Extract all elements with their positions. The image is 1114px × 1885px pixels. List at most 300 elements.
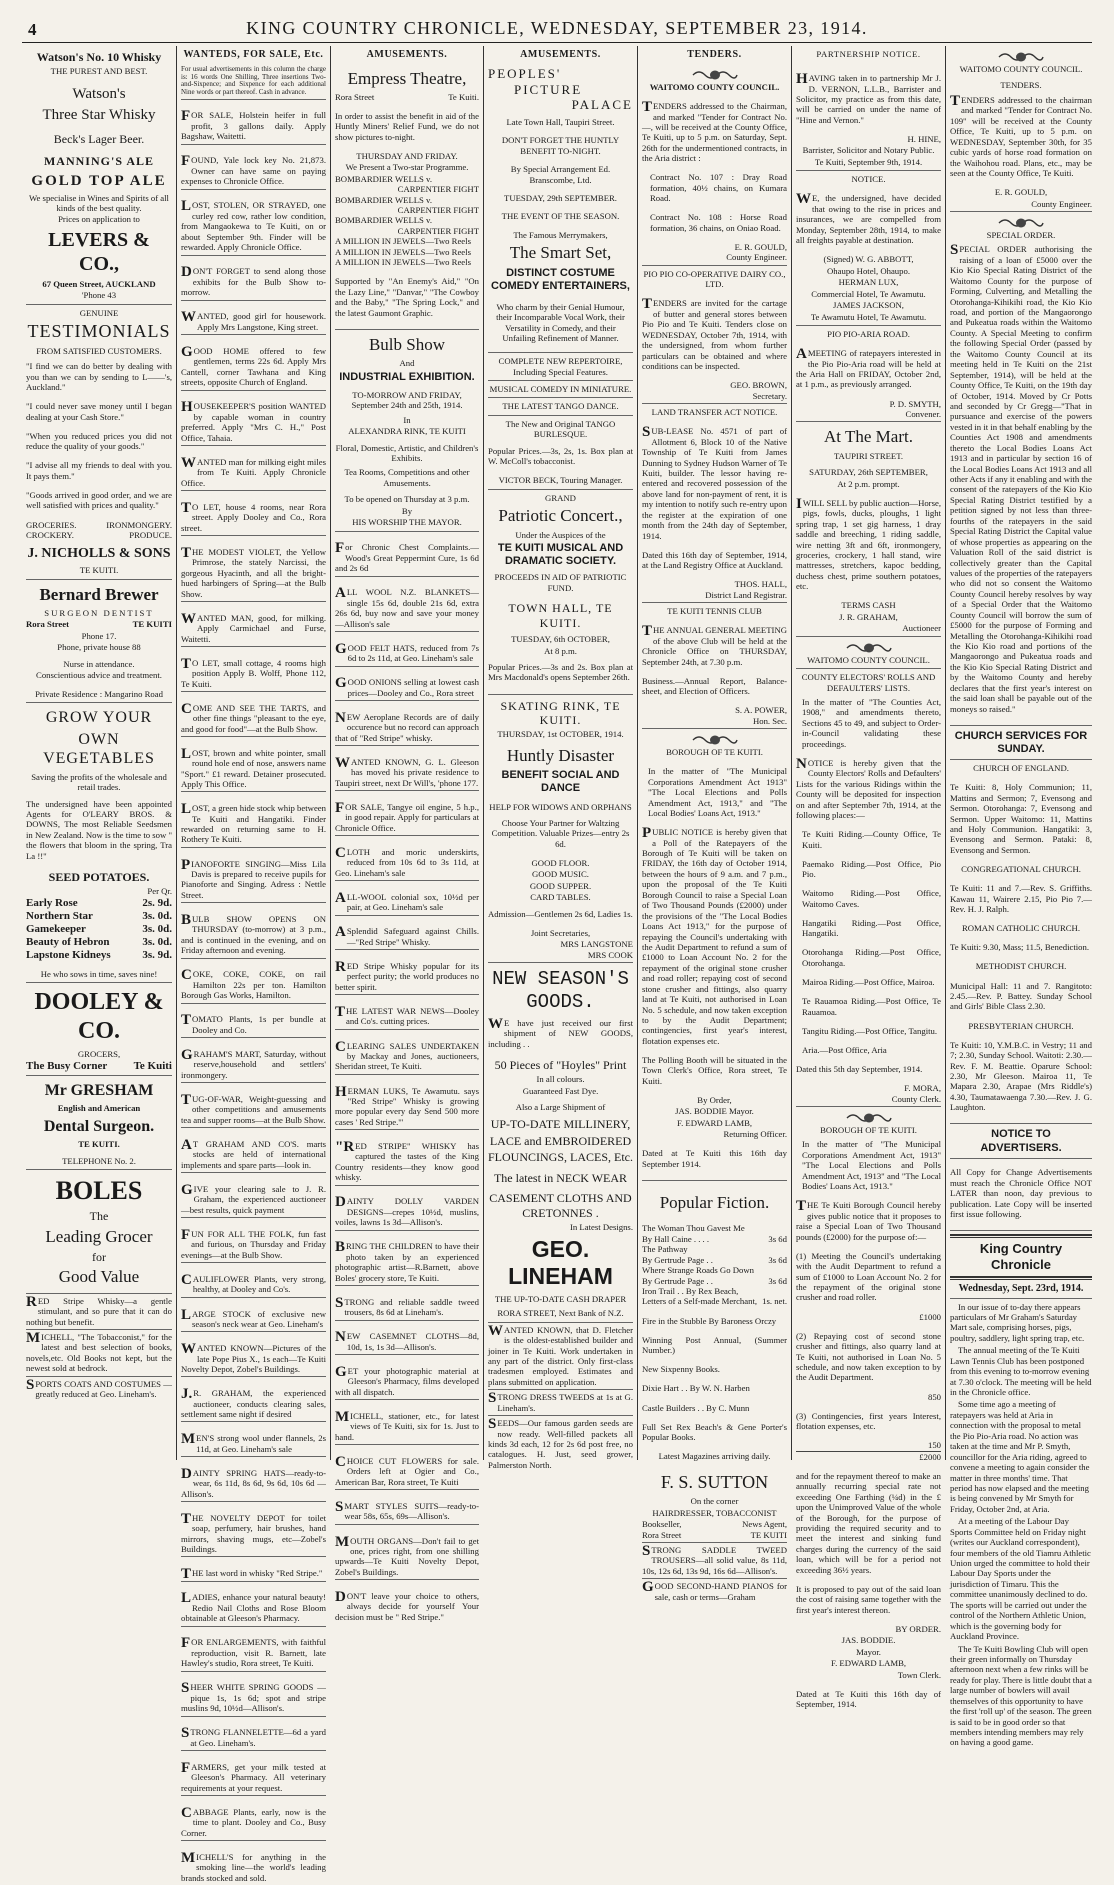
ad-text: In Latest Designs. bbox=[570, 1222, 633, 1233]
ad-text: He who sows in time, saves nine! bbox=[40, 968, 158, 979]
ad-headline: TE KUITI MUSICAL AND DRAMATIC SOCIETY. bbox=[497, 542, 624, 568]
potato-row bbox=[26, 897, 172, 910]
borough-loan-notice bbox=[796, 1107, 941, 1720]
news-list bbox=[950, 1302, 1092, 1748]
lineham-ad bbox=[488, 963, 633, 1323]
ad-headline: UP-TO-DATE MILLINERY, LACE and EMBROIDERED FLOUNCINGS, LACES, Etc. bbox=[488, 1117, 634, 1164]
ad-headline: GROW YOUR bbox=[45, 709, 153, 727]
ad-headline: PALACE bbox=[571, 97, 633, 113]
ad-text: County Engineer. bbox=[726, 252, 787, 263]
ad-headline: The latest in NECK WEAR bbox=[493, 1171, 628, 1185]
ad-text: BOMBARDIER WELLS v. bbox=[335, 215, 433, 226]
ad-text: Contract No. 107 : Dray Road formation, 40½ chains, on Kumara Road. bbox=[650, 172, 787, 204]
book-title: Iron Trail . . By Rex Beach, bbox=[642, 1286, 739, 1297]
ad-headline: PIO PIO-ARIA ROAD. bbox=[827, 328, 910, 339]
ad-text: and for the repayment thereof to make an annually recurring special rate not exceeding One Farthing (¼d) in the £ upon the Unimproved Value of the whole of the Borough, for the purpose of providing the required security and to meet the interest and sinking fund charges during the currency of the said loan, which will be for a period not exceeding 36½ years. bbox=[796, 1470, 941, 1575]
potato-price: 2s. 9d. bbox=[142, 896, 172, 909]
potato-name: Northern Star bbox=[26, 909, 93, 922]
ad-text: P. D. SMYTH, bbox=[889, 398, 941, 409]
ad-text: Rora Street bbox=[26, 619, 70, 630]
classified-ad: LADIES, enhance your natural beauty! Redio Nail Cloths and Rose Bloom obtainable at Gleeson's Pharmacy. bbox=[181, 1590, 326, 1626]
amount: £1000 bbox=[919, 1311, 941, 1322]
classified-ad: RED Stripe Whisky popular for its perfect purity; the world produces no better spirit. bbox=[335, 959, 479, 995]
book-title: By Hall Caine . . . . bbox=[642, 1233, 710, 1244]
ad-text: Mayor. bbox=[856, 1646, 881, 1657]
ad-text: The bbox=[89, 1209, 109, 1224]
book-list bbox=[642, 1223, 787, 1307]
ad-headline: Three Star Whisky bbox=[42, 106, 156, 123]
book-title: By Gertrude Page . . bbox=[642, 1254, 713, 1265]
classified-ad: DON'T leave your choice to others, always decide for yourself Your decision must be " Red Stripe." bbox=[335, 1588, 479, 1622]
ad-text: HERMAN LUX, bbox=[838, 277, 899, 288]
classified-ad: "RED STRIPE" WHISKY has captured the tastes of the King Country residents—they know good whisky. bbox=[335, 1139, 479, 1186]
ad-text: Tea Rooms, Competitions and other Amusements. bbox=[344, 467, 470, 488]
ad-text: SATURDAY, 26th SEPTEMBER, bbox=[809, 467, 928, 478]
classified-list bbox=[335, 540, 479, 1624]
ad-headline: PIO PIO CO-OPERATIVE DAIRY CO., LTD. bbox=[643, 268, 786, 290]
empress-theatre-ad bbox=[335, 64, 479, 330]
tender-notice bbox=[642, 266, 787, 404]
ad-headline: MANNING'S ALE bbox=[43, 154, 154, 169]
column-rule bbox=[330, 46, 331, 1460]
riding-list bbox=[796, 829, 941, 1055]
classified-ad: SMART STYLES SUITS—ready-to-wear 58s, 65s, 69s—Allison's. bbox=[335, 1499, 479, 1525]
ad-text: Who charm by their Genial Humour, their Incomparable Vocal Work, their Versatility in Comedy, and their Unfailing Refinement of Manner. bbox=[496, 301, 625, 344]
ad-text: County Clerk. bbox=[891, 1093, 941, 1104]
huntly-dance-ad bbox=[488, 695, 633, 964]
news-paragraph: In our issue of to-day there appears particulars of Mr Graham's Saturday Mart sale, comprising horses, pigs, poultry, saddlery, light spring trap, etc. bbox=[950, 1301, 1085, 1343]
ad-text: S. A. POWER, bbox=[735, 705, 787, 716]
ad-text: A MILLION IN JEWELS—Two Reels bbox=[335, 257, 471, 268]
classified-ad: WANTED KNOWN, G. L. Gleeson has moved his private residence to Taupiri street, next Dr Will's, 'phone 177. bbox=[335, 755, 479, 791]
ad-text: TENDERS addressed to the chairman and marked "Tender for Contract No. 109" will be received at the County Office, Te Kuiti, up to 5 p.m. on WEDNESDAY, September 30th, for 35 cubic yards of horse road formation on the Waihohou road. Plans, etc., may be seen at the County Office, Te Kuiti. bbox=[950, 92, 1092, 178]
ad-headline: PEOPLES' bbox=[488, 66, 562, 81]
potato-name: Early Rose bbox=[26, 896, 78, 909]
ad-text: TUESDAY, 6th OCTOBER, bbox=[511, 634, 610, 645]
ad-text: In bbox=[403, 414, 411, 425]
ad-text: E. R. GOULD, bbox=[734, 242, 787, 252]
ad-text: We Present a Two-star Programme. bbox=[345, 162, 469, 173]
ad-text: District Land Registrar. bbox=[705, 589, 787, 600]
ad-text: FROM SATISFIED CUSTOMERS. bbox=[36, 345, 162, 356]
ad-text: TAUPIRI STREET. bbox=[833, 450, 904, 461]
church-name: CONGREGATIONAL CHURCH. bbox=[961, 864, 1081, 874]
ad-headline: TESTIMONIALS bbox=[27, 321, 171, 342]
classified-ad: FOR SALE, Tangye oil engine, 5 h.p., in good repair. Apply for particulars at Chronicle Office. bbox=[335, 800, 479, 836]
classified-ad: TOMATO Plants, 1s per bundle at Dooley and Co. bbox=[181, 1012, 326, 1038]
riding-item: Te Kuiti Riding.—County Office, Te Kuiti. bbox=[802, 829, 941, 850]
ad-text: F. EDWARD LAMB, bbox=[830, 1658, 907, 1669]
ad-headline: PICTURE bbox=[514, 81, 583, 97]
ad-text: BOMBARDIER WELLS v. bbox=[335, 194, 433, 205]
ad-text: PUBLIC NOTICE is hereby given that a Poll of the Ratepayers of the Borough of Te Kuiti will be taken on FRIDAY, the 16th day of October 1914, between the hours of 9 a.m. and 7 p.m., upon the proposal of the Te Kuiti Borough Council to raise a Special Loan of Two Thousand Pounds (£2000) under the provisions of the "The Local Bodies Loans Act 1913," for the purpose of repaying the Council's undertaking with the Audit Department to refund a sum of £1000 to Loan Account No. 2 for the repayment of the original stone crusher and road roller; repaying cost of second stone crusher and fittings, also quarry land at Te Kuiti, not authorised in Loan No. 5 schedule, and now taken exception to by the Audit Department; contingencies, first year's interest, flotation expenses etc. bbox=[642, 825, 787, 1046]
classified-ad: SHEER WHITE SPRING GOODS —pique 1s, 1s 6d; spot and stripe muslins 9d, 10½d—Allison's. bbox=[181, 1680, 326, 1716]
ad-text: At 8 p.m. bbox=[544, 645, 577, 656]
ad-text: Commercial Hotel, Te Awamutu. bbox=[811, 288, 926, 299]
ad-headline: DISTINCT COSTUME COMEDY ENTERTAINERS, bbox=[491, 266, 630, 292]
church-times: Te Kuiti: 9.30, Mass; 11.5, Benediction. bbox=[950, 942, 1090, 953]
ad-text: JAS. BODDIE Mayor. bbox=[675, 1106, 754, 1117]
aria-road-notice bbox=[796, 326, 941, 422]
ad-headline: SKATING RINK, TE KUITI. bbox=[500, 698, 621, 727]
classified-ad: AT GRAHAM AND CO'S. marts stocks are held of international implements and spare parts—look in. bbox=[181, 1137, 326, 1173]
ad-text: E. R. GOULD, bbox=[994, 187, 1048, 198]
watsons-ad bbox=[26, 46, 172, 305]
classified-ad: GET your photographic material at Gleeson's Pharmacy, films developed with all dispatch. bbox=[335, 1364, 479, 1400]
ad-text: TELEPHONE No. 2. bbox=[62, 1155, 136, 1166]
ad-text: We specialise in Wines and Spirits of all kinds of the best quality. bbox=[29, 192, 169, 214]
classified-ad: HOUSEKEEPER'S position WANTED by capable woman in country preferred. Apply "Mrs C. H.," Post Office, Tahaia. bbox=[181, 399, 326, 446]
ad-headline: Popular Fiction. bbox=[659, 1193, 770, 1212]
news-paragraph: The Te Kuiti Bowling Club will open their green informally on Thursday afternoon next when a few rinks will be ready for play. There is little doubt that a large number of bowlers will avail themselves of this opportunity to have the first 'roll up' of the season. The green is said to be in good order so that members intending members may rely on having a good game. bbox=[950, 1643, 1092, 1748]
column-2-wanteds bbox=[181, 46, 326, 1883]
masthead bbox=[0, 0, 1114, 44]
vegetables-ad bbox=[26, 703, 172, 983]
ad-headline: WAITOMO COUNTY COUNCIL. bbox=[649, 82, 780, 92]
ad-headline: F. S. SUTTON bbox=[660, 1471, 769, 1492]
ad-text: Under the Auspices of the bbox=[515, 529, 606, 540]
ad-text: News Agent, bbox=[742, 1519, 787, 1530]
potato-row bbox=[26, 923, 172, 936]
ad-text: THE EVENT OF THE SEASON. bbox=[501, 211, 620, 222]
classified-ad: STRONG and reliable saddle tweed trousers, 8s 6d at Lineham's. bbox=[335, 1295, 479, 1321]
ad-text: The Famous Merrymakers, bbox=[513, 229, 608, 240]
ad-headline: TENDERS. bbox=[1000, 80, 1042, 91]
ad-text: Ohaupo Hotel, Ohaupo. bbox=[827, 265, 910, 276]
ad-text: Floral, Domestic, Artistic, and Children's Exhibits. bbox=[335, 442, 479, 463]
ad-text: It is proposed to pay out of the said loan the cost of raising same together with the first year's interest thereon. bbox=[796, 1583, 941, 1615]
ad-text: Fire in the Stubble By Baroness Orczy bbox=[642, 1315, 777, 1326]
ad-text: THE UP-TO-DATE CASH DRAPER bbox=[494, 1293, 627, 1304]
classified-ad: For Chronic Chest Complaints.—Wood's Great Peppermint Cure, 1s 6d and 2s 6d bbox=[335, 540, 479, 576]
ad-text: BY ORDER. bbox=[895, 1623, 941, 1634]
ad-text: DON'T FORGET THE HUNTLY BENEFIT TO-NIGHT. bbox=[501, 135, 620, 156]
potato-row bbox=[26, 936, 172, 949]
book-price: 3s 6d bbox=[768, 1254, 787, 1265]
ad-text: THURSDAY, 1st OCTOBER, 1914. bbox=[497, 729, 624, 740]
classified-ad: NEW Aeroplane Records are of daily occurence but no record can approach that of "Red Stripe" whisky. bbox=[335, 710, 479, 746]
ad-text: GEO. BROWN, bbox=[730, 380, 787, 391]
ad-text: JAMES JACKSON, bbox=[833, 300, 904, 311]
ad-text: BOMBARDIER WELLS v. bbox=[335, 173, 433, 184]
ad-text: COMPLETE NEW REPERTOIRE, Including Special Features. bbox=[498, 356, 623, 377]
ad-headline: Leading Grocer bbox=[45, 1226, 153, 1246]
ad-text: ALEXANDRA RINK, TE KUITI bbox=[348, 426, 466, 437]
ad-text: By Order, bbox=[697, 1095, 732, 1105]
section-heading: AMUSEMENTS. bbox=[366, 49, 448, 60]
ad-text: GRAND bbox=[545, 492, 576, 503]
column-rule bbox=[483, 46, 484, 1460]
ad-headline: GEO. LINEHAM bbox=[508, 1235, 613, 1290]
classified-ad: SPORTS COATS AND COSTUMES —greatly reduced at Geo. Lineham's. bbox=[26, 1376, 172, 1400]
classified-ad: CABBAGE Plants, early, now is the time to plant. Dooley and Co., Busy Corner. bbox=[181, 1805, 326, 1841]
ad-text: Saving the profits of the wholesale and retail trades. bbox=[31, 771, 167, 793]
ad-text: Late Town Hall, Taupiri Street. bbox=[506, 116, 615, 127]
classified-ad: WANTED man for milking eight miles from Te Kuiti. Apply Chronicle Office. bbox=[181, 455, 326, 491]
ad-headline: INDUSTRIAL EXHIBITION. bbox=[339, 370, 475, 383]
ad-text: CROCKERY. bbox=[26, 529, 74, 540]
church-services bbox=[950, 726, 1092, 1125]
ad-headline: BOLES bbox=[55, 1175, 143, 1205]
column-rule bbox=[176, 46, 177, 1460]
ad-text: Private Residence : Mangarino Road bbox=[35, 688, 163, 699]
coat-of-arms-icon bbox=[796, 1112, 941, 1124]
book-title: Where Strange Roads Go Down bbox=[642, 1265, 754, 1276]
ad-text: THOS. HALL, bbox=[734, 579, 787, 590]
classified-ad: STRONG DRESS TWEEDS at 1s at G. Lineham's. bbox=[488, 1390, 633, 1416]
classified-ad: GRAHAM'S MART, Saturday, without reserve,household and settlers' ironmongery. bbox=[181, 1047, 326, 1083]
column-6-notices bbox=[796, 46, 941, 1710]
ad-text: Dated at Te Kuiti this 16th day of September, 1914. bbox=[796, 1688, 941, 1710]
land-transfer-notice bbox=[642, 404, 787, 603]
classified-ad: RED Stripe Whisky—a gentle stimulant, and so pure that it can do nothing but benefit. bbox=[26, 1294, 172, 1330]
news-paragraph: The annual meeting of the Te Kuiti Lawn Tennis Club has been postponed from this evening to to-morrow evening at 7.30 o'clock. The meeting will be held in the Chronicle office. bbox=[950, 1345, 1092, 1397]
amount: 850 bbox=[927, 1391, 941, 1402]
ad-text: Choose Your Partner for Waltzing Competition. Valuable Prizes—entry 2s 6d. bbox=[491, 817, 630, 849]
ad-text: NOTICE is hereby given that the County Electors' Rolls and Defaulters' Lists for the various Ridings within the County will be deposited for inspection on and after September 7th, 1914, at the following places:— bbox=[796, 755, 941, 821]
special-order-notice bbox=[950, 212, 1092, 726]
ad-headline: Bernard Brewer bbox=[39, 584, 159, 604]
coat-of-arms-icon bbox=[642, 69, 787, 81]
ad-headline: CHURCH SERVICES FOR SUNDAY. bbox=[954, 729, 1088, 755]
ad-headline: NOTICE. bbox=[851, 174, 886, 185]
classified-ad: ALL WOOL N.Z. BLANKETS—single 15s 6d, double 21s 6d, extra 26s 6d, buy now and save your money —Allison's sale bbox=[335, 585, 479, 632]
classified-ad: DON'T FORGET to send along those exhibits for the Bulb Show to-morrow. bbox=[181, 264, 326, 300]
ad-text: MRS COOK bbox=[587, 949, 633, 960]
riding-item: Hangatiki Riding.—Post Office, Hangatiki. bbox=[802, 917, 941, 939]
amount: 150 bbox=[927, 1440, 941, 1451]
ad-headline: Empress Theatre, bbox=[347, 69, 467, 88]
classified-ad: TO LET, house 4 rooms, near Rora street. Apply Dooley and Co., Rora street. bbox=[181, 500, 326, 536]
rates-notice: For usual advertisements in this column the charge is: 16 words One Shilling, Three insertions Two-and-Sixpence; and Sixpence for each additional Nine words or part thereof. Cash in advance. bbox=[181, 64, 326, 100]
bulb-show-ad bbox=[335, 330, 479, 532]
ad-text: THE PUREST AND BEST. bbox=[50, 66, 148, 77]
ad-text: Secretary. bbox=[752, 390, 787, 401]
ad-text: (Signed) W. G. ABBOTT, bbox=[823, 254, 914, 265]
ad-text: CARD TABLES. bbox=[530, 892, 591, 903]
ad-headline: BOROUGH OF TE KUITI. bbox=[820, 1124, 917, 1135]
masthead-title: KING COUNTRY CHRONICLE, WEDNESDAY, SEPTEMBER 23, 1914. bbox=[246, 18, 868, 38]
coat-of-arms-icon bbox=[796, 642, 941, 654]
ad-text: GROCERIES. bbox=[26, 519, 77, 530]
ad-text: Auctioneer bbox=[902, 623, 941, 634]
book-title: The Pathway bbox=[642, 1244, 688, 1255]
classified-ad: GOOD ONIONS selling at lowest cash prices—Dooley and Co., Rora street bbox=[335, 675, 479, 701]
ad-text: TENDERS addressed to the Chairman, and marked "Tender for Contract No.—, will be received at the County Office, Te Kuiti, up to 5 p.m. on Saturday, Sept. 26th for the undermentioned contracts, in the Aria district : bbox=[642, 99, 787, 164]
classified-ad: FOUND, Yale lock key No. 21,873. Owner can have same on paying expenses to Chronicle Office. bbox=[181, 153, 326, 189]
ad-text: (2) Repaying cost of second stone crusher and fittings, also quarry land at Te Kuiti, not authorised in Loan No. 5 schedule, and now taken exception to by the Audit Department. bbox=[796, 1330, 941, 1383]
quote: "I advise all my friends to deal with you. It pays them." bbox=[26, 460, 172, 481]
ad-text: Latest Magazines arriving daily. bbox=[658, 1451, 771, 1462]
news-paragraph: Some time ago a meeting of ratepayers was held at Aria in connection with the proposal to metal the Pio Pio-Aria road. No action was taken at the time and Mr P. Smyth, councillor for the Aria riding, agreed to convene a meeting to again consider the matter in three months' time. That period has now elapsed and the meeting is being convened by Mr Smyth for Friday, October 2nd, at Aria. bbox=[950, 1399, 1090, 1514]
tender-notice bbox=[642, 64, 787, 266]
ad-headline: SEED POTATOES. bbox=[48, 869, 150, 884]
ad-text: Admission—Gentlemen 2s 6d, Ladies 1s. bbox=[488, 908, 633, 919]
classified-ad: THE MODEST VIOLET, the Yellow Primrose, the stately Narcissi, the gorgeous Hyacinth, and all the bright-hued harbingers of Spring—at the Bulb Show. bbox=[181, 545, 326, 602]
ad-text: HAVING taken in to partnership Mr J. D. VERNON, L.L.B., Barrister and Solicitor, my practice as from this date, will be carried on under the name of "Hine and Vernon." bbox=[796, 71, 941, 125]
coat-of-arms-icon bbox=[950, 217, 1092, 229]
ad-text: SURGEON DENTIST bbox=[44, 608, 154, 619]
classified-ad: BRING THE CHILDREN to have their photo taken by an experienced photographic artist—R.Barnett, above Boles' grocery store, Te Kuiti. bbox=[335, 1239, 479, 1286]
book-row bbox=[642, 1265, 787, 1275]
ad-text: (3) Contingencies, first years Interest, flotation expenses, etc. bbox=[796, 1410, 941, 1432]
ad-headline: Bulb Show bbox=[368, 334, 446, 354]
book-row bbox=[642, 1296, 787, 1306]
ad-text: PRODUCE. bbox=[129, 529, 172, 540]
riding-item: Mairoa Riding.—Post Office, Mairoa. bbox=[802, 977, 935, 988]
ad-text: By Special Arrangement Ed. Branscombe, Ltd. bbox=[510, 164, 611, 185]
ad-text: TE KUITI bbox=[750, 1529, 787, 1540]
ad-text: Nurse in attendance. bbox=[63, 658, 135, 669]
picture-palace-ad bbox=[488, 64, 633, 490]
ad-text: The Busy Corner bbox=[26, 1060, 108, 1073]
masthead-rule bbox=[22, 42, 1092, 43]
ad-text: CARPENTIER FIGHT bbox=[397, 225, 479, 236]
classified-ad: GOOD SECOND-HAND PIANOS for sale, cash or terms—Graham bbox=[642, 1579, 787, 1602]
ad-text: WE, the undersigned, have decided that owing to the rise in prices and insurances, we are compelled from Monday, September 28th, 1914, to make all freights payable at destination. bbox=[796, 191, 941, 246]
church-list bbox=[950, 763, 1092, 1113]
classified-ad: MOUTH ORGANS—Don't fail to get one, prices right, from one shilling upwards—Te Kuiti Novelty Depot, Zobel's Buildings. bbox=[335, 1534, 479, 1581]
ad-text: GENUINE bbox=[79, 307, 119, 318]
ad-text: RORA STREET, Next Bank of N.Z. bbox=[497, 1308, 624, 1319]
classified-ad: FARMERS, get your milk tested at Gleeson's Pharmacy. All veterinary requirements at your request. bbox=[181, 1760, 326, 1796]
classified-ad: STRONG FLANNELETTE—6d a yard at Geo. Lineham's. bbox=[181, 1725, 326, 1751]
ad-text: IRONMONGERY. bbox=[106, 519, 172, 530]
ad-text: TERMS CASH bbox=[841, 600, 896, 611]
classified-ad: PIANOFORTE SINGING—Miss Lila Davis is prepared to receive pupils for Pianoforte and Singing. Adress : Nettle Street. bbox=[181, 857, 326, 904]
quote: "I could never save money until I began dealing at your Cash Store." bbox=[26, 401, 172, 422]
ad-text: PROCEEDS IN AID OF PATRIOTIC FUND. bbox=[494, 572, 627, 593]
ad-text: GOOD FLOOR. bbox=[531, 857, 590, 868]
ad-text: Bookseller, bbox=[642, 1519, 682, 1530]
book-row bbox=[642, 1286, 787, 1296]
ad-text: In the matter of "The Municipal Corporations Amendment Act 1913" "The Local Elections and Polls Amendment Act, 1913," and "The Local Bodies' Loans Act, 1913." bbox=[648, 766, 787, 818]
ad-text: English and American bbox=[57, 1103, 141, 1114]
ad-text: THE ANNUAL GENERAL MEETING of the above Club will be held at the Chronicle Office on THURSDAY, September 24th, at 7.30 p.m. bbox=[642, 623, 787, 667]
ad-headline: BENEFIT SOCIAL AND DANCE bbox=[501, 769, 620, 795]
potato-price: 3s. 0d. bbox=[142, 909, 172, 922]
ad-text: Joint Secretaries, bbox=[530, 927, 591, 938]
ad-text: On the corner bbox=[690, 1496, 739, 1507]
ad-text: VICTOR BECK, Touring Manager. bbox=[498, 475, 623, 486]
ad-text: All Copy for Change Advertisements must reach the Chronicle Office NOT LATER than noon, day previous to publication. Late Copy will be inserted first issue following. bbox=[950, 1167, 1092, 1220]
ad-text: Phone, private house 88 bbox=[57, 642, 141, 653]
ad-text: J. R. GRAHAM, bbox=[839, 611, 898, 622]
ad-text: HAIRDRESSER, TOBACCONIST bbox=[652, 1507, 777, 1518]
ad-headline: Watson's bbox=[72, 85, 126, 102]
ad-text: Contract No. 108 : Horse Road formation, 36 chains, on Oniao Road. bbox=[650, 212, 787, 233]
column-rule bbox=[945, 46, 946, 1460]
ad-text: Popular Prices.—3s, 2s, 1s. Box plan at W. McColl's tobacconist. bbox=[488, 445, 633, 467]
ad-text: IWILL SELL by public auction—Horse, pigs, fowls, ducks, ploughs, 1 light spring trap, 1 set gig harness, 1 dray saddle and breeching, 1 riding saddle, wire netting 3ft and 6ft, ironmongery, groceries, crockery, 1 hall stand, wire mattresses, stretchers, kapoc bedding, duchess chest, prime southern potatoes, etc. bbox=[796, 495, 941, 592]
ad-text: SPECIAL ORDER authorising the raising of a loan of £5000 over the Kio Kio Special Rating District of the Waitomo County for the purpose of Forming, Culverting, and Metalling the Otorohanga-Kihikihi road, the Kio Kio road, and portion of the Mangaorongo and Pukeatua roads within the Waitomo County. A Special Meeting to confirm the following Special Order (passed by the Waitomo County Council at its meeting held in Te Kuiti on the 21st September, 1914), will be held at the County Office, Te Kuiti, on the 19th day of October, 1914. Moved by Cr Potts and seconded by Cr Gregg—"That in pursuance and exercise of the powers vested in it in that behalf enabling by the Counties Act 1908 and amendments thereto the Local Bodies Loans Act 1913 and in particular by section 16 of the Local Bodies Loans Act 1913 and all other Acts if any it enabling and with the consent of the ratepayers of the Kio Kio Special Rating District testified by a petition signed by not less than three-fourths of the ratepayers in the said Special Rating District the Capital value of whose properties as appearing on the Valuation Roll of the said district is collectively greater than the Capital values of the properties of the ratepayers who did not so consent the Waitomo County Council hereby resolves by way of a Special Order that the Waitomo County Council will borrow the sum of £5000 for the purpose of Forming and Metalling the Otorohanga-Kihikihi road the Kio Kio road and portions of the Mangaorongo and Pukeatua roads and the Kio Kio Special Rating District and by the Waitomo County and hereby declares that the first year's interest on the said loan shall be payable out of the moneys so raised." bbox=[950, 242, 1092, 714]
potato-name: Lapstone Kidneys bbox=[26, 949, 111, 962]
ad-text: MRS LANGSTONE bbox=[560, 939, 633, 950]
boles-ad bbox=[26, 1170, 172, 1294]
book-price: 3s 6d bbox=[768, 1233, 787, 1244]
ad-text: TE KUITI. bbox=[78, 1139, 120, 1150]
ad-headline: TE KUITI TENNIS CLUB bbox=[667, 606, 762, 617]
total-amount: £2000 bbox=[796, 1451, 941, 1462]
electors-rolls-notice bbox=[796, 637, 941, 1107]
riding-item: Aria.—Post Office, Aria bbox=[802, 1044, 887, 1055]
column-3-amusements bbox=[335, 46, 479, 1622]
classified-ad: STRONG SADDLE TWEED TROUSERS—all solid value, 8s 11d, 10s, 12s 6d, 13s 9d, 16s 6d—Allison's. bbox=[642, 1543, 787, 1579]
ad-text: 'Phone 43 bbox=[81, 290, 117, 301]
dooley-ad bbox=[26, 983, 172, 1076]
ad-text: Phone 17. bbox=[81, 630, 117, 641]
classified-list bbox=[181, 108, 326, 1885]
section-heading: TENDERS. bbox=[687, 49, 742, 60]
ad-text: Te Kuiti. bbox=[448, 92, 479, 103]
ad-text: GOOD SUPPER. bbox=[529, 880, 592, 891]
popular-fiction-ad bbox=[642, 1181, 787, 1543]
ad-headline: LEVERS & CO., bbox=[48, 228, 150, 275]
ad-text: THURSDAY AND FRIDAY. bbox=[356, 150, 458, 161]
classified-ad: CLEARING SALES UNDERTAKEN by Mackay and Jones, auctioneers, Sheridan street, Te Kuiti. bbox=[335, 1039, 479, 1075]
riding-item: Otorohanga Riding.—Post Office, Otorohanga. bbox=[802, 947, 941, 968]
column-4-amusements bbox=[488, 46, 634, 1470]
dentist-ad bbox=[26, 580, 172, 703]
riding-item: Paemako Riding.—Post Office, Pio Pio. bbox=[802, 858, 941, 880]
classified-ad: CLOTH and moric underskirts, reduced from 10s 6d to 3s 11d, at Geo. Lineham's sale bbox=[335, 845, 479, 881]
classified-ad: CHOICE CUT FLOWERS for sale. Orders left at Ogier and Co., American Bar, Rora street, Te Kuiti bbox=[335, 1454, 479, 1490]
ad-text: Dated this 5th day September, 1914. bbox=[796, 1063, 923, 1074]
church-name: PRESBYTERIAN CHURCH. bbox=[968, 1020, 1074, 1031]
ad-text: Beck's Lager Beer. bbox=[53, 131, 145, 146]
ad-text: Supported by "An Enemy's Aid," "On the Lazy Line," "Danvar," "The Cowboy and the Baby," "The Spring Lock," and the latest Gaumont Graphic. bbox=[335, 276, 479, 318]
classified-ad: J.R. GRAHAM, the experienced auctioneer, conducts clearing sales, settlement same night if desired bbox=[181, 1386, 326, 1422]
ad-text: Castle Builders . . By C. Munn bbox=[642, 1402, 750, 1413]
ad-text: THE LATEST TANGO DANCE. bbox=[502, 401, 619, 412]
ad-text: Per Qr. bbox=[147, 886, 172, 897]
church-times: Te Kuiti: 11 and 7.—Rev. S. Griffiths. Kawau 11, Wairere 2.15, Pio Pio 7.—Rev. H. J. Ralph. bbox=[950, 883, 1092, 914]
ad-text: Business.—Annual Report, Balance-sheet, and Election of Officers. bbox=[642, 675, 787, 697]
ad-headline: OWN VEGETABLES bbox=[43, 731, 155, 768]
book-price: 1s. net. bbox=[762, 1296, 787, 1307]
ad-text: Convener. bbox=[905, 408, 941, 419]
ad-text: Also a Large Shipment of bbox=[515, 1102, 606, 1112]
ad-text: GROCERS, bbox=[77, 1048, 121, 1059]
church-times: Te Kuiti: 8, Holy Communion; 11, Mattins and Sermon; 7, Evensong and Sermon. Otorohanga: 7, Evensong and Sermon. Upper Waitomo: 11, Mattins and Holy Communion. Hangatiki: 3, Evensong and Sermon. Pataki: 8, Evensong and Sermon. bbox=[950, 782, 1092, 855]
quote: "Goods arrived in good order, and we are well satisfied with prices and quality." bbox=[26, 489, 172, 511]
news-paragraph: At a meeting of the Labour Day Sports Committee held on Friday night (writes our Auckland correspondent), four members of the old Tiamru Athletic Union urged the committee to hold their Labour Day Sports under the jurisdiction of Timaru. This the committee unanimously declined to do. The sports will be carried out under the control of the Northern Athletic Union, which is the governing body for Auckland Province. bbox=[950, 1516, 1091, 1642]
ad-text: Conscientious advice and treatment. bbox=[36, 670, 162, 681]
freight-notice bbox=[796, 171, 941, 326]
classified-ad: BULB SHOW OPENS ON THURSDAY (to-morrow) at 3 p.m., and is continued in the evening, and on Friday afternoon and evening. bbox=[181, 912, 326, 959]
classified-ad: COKE, COKE, COKE, on rail Hamilton 22s per ton. Hamilton Borough Gas Works, Hamilton. bbox=[181, 967, 326, 1003]
ad-text: Rora Street bbox=[335, 92, 375, 103]
ad-headline: WAITOMO COUNTY COUNCIL. bbox=[959, 64, 1083, 74]
ad-headline: 50 Pieces of "Hoyles" Print bbox=[494, 1057, 627, 1072]
page-number: 4 bbox=[28, 20, 37, 39]
riding-item: Tangitu Riding.—Post Office, Tangitu. bbox=[802, 1025, 938, 1036]
quote: "I find we can do better by dealing with you than we can by sending to L——'s, Auckland." bbox=[26, 361, 172, 393]
ad-headline: Mr GRESHAM bbox=[44, 1082, 154, 1100]
book-row bbox=[642, 1276, 787, 1286]
ad-headline: J. NICHOLLS & SONS bbox=[27, 546, 171, 562]
ad-text: JAS. BODDIE. bbox=[841, 1635, 896, 1646]
potato-row bbox=[26, 949, 172, 962]
mart-ad bbox=[796, 422, 941, 636]
ad-text: The undersigned have been appointed Agents for O'LEARY BROS. & DOWNS, The most Reliable Seedsmen in New Zealand. Now is the time to sow " the flowers that bloom in the spring, Tra La !!" bbox=[26, 798, 172, 861]
ad-headline: Good Value bbox=[58, 1267, 140, 1287]
church-name: METHODIST CHURCH. bbox=[975, 961, 1067, 972]
classified-ad: TUG-OF-WAR, Weight-guessing and other competitions and amusements tea and supper rooms—at the Bulb Show. bbox=[181, 1092, 326, 1128]
book-row bbox=[642, 1234, 787, 1244]
book-row bbox=[642, 1255, 787, 1265]
church-name: CHURCH OF ENGLAND. bbox=[973, 763, 1069, 774]
